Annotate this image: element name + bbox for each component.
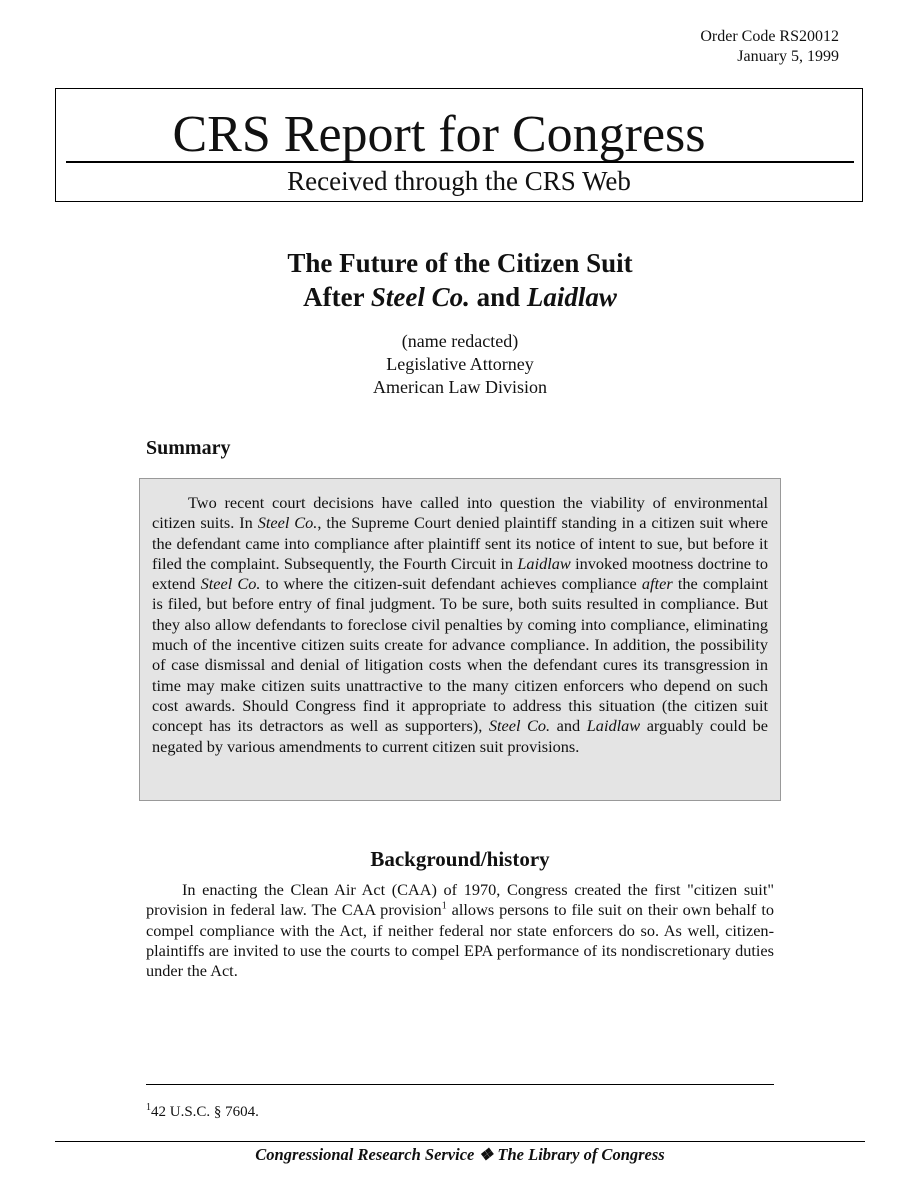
footer-divider — [55, 1141, 865, 1142]
footnote: $^1$42 U.S.C. § 7604. — [146, 1102, 259, 1120]
report-date: January 5, 1999 — [737, 48, 839, 65]
document-title — [0, 246, 920, 314]
footnote-ref[interactable]: 1 — [441, 900, 447, 912]
author-division: American Law Division — [373, 377, 547, 397]
title-line-2: After Steel Co. and Laidlaw — [303, 282, 617, 312]
report-banner-title: CRS Report for Congress — [172, 106, 706, 163]
background-paragraph: In enacting the Clean Air Act (CAA) of 1970, Congress created the first "citizen suit" provision in federal law. The CAA provision$^1$ allows persons to file suit on their own behalf to compel compliance with the Act, if neither federal nor state enforcers do so. As well, citizen-plaintiffs are invited to use the courts to compel EPA performance of its nondiscretionary duties under the Act. — [146, 880, 774, 981]
summary-box — [139, 478, 781, 801]
author-block — [0, 330, 920, 399]
page-footer: Congressional Research Service ❖ The Library of Congress — [255, 1145, 665, 1164]
report-banner-subtitle: Received through the CRS Web — [287, 166, 631, 196]
title-line-1: The Future of the Citizen Suit — [287, 248, 633, 278]
background-heading: Background/history — [370, 847, 550, 871]
banner-divider — [66, 161, 854, 163]
report-banner — [55, 88, 863, 202]
author-name: (name redacted) — [401, 331, 519, 351]
order-code-block — [700, 27, 839, 67]
footnote-divider — [146, 1084, 774, 1085]
summary-paragraph: Two recent court decisions have called into question the viability of environmental citizen suits. In Steel Co., the Supreme Court denied plaintiff standing in a citizen suit where the defendant came into compliance after plaintiff sent its notice of intent to sue, but before it filed the complaint. Subsequently, the Fourth Circuit in Laidlaw invoked mootness doctrine to extend Steel Co. to where the citizen-suit defendant achieves compliance after the complaint is filed, but before entry of final judgment. To be sure, both suits resulted in compliance. But they also allow defendants to foreclose civil penalties by coming into compliance, eliminating much of the incentive citizen suits create for advance compliance. In addition, the possibility of case dismissal and denial of litigation costs when the defendant cures its transgression in time may make citizen suits unattractive to the many citizen enforcers who depend on such cost awards. Should Congress find it appropriate to address this situation (the citizen suit concept has its detractors as well as supporters), Steel Co. and Laidlaw arguably could be negated by various amendments to current citizen suit provisions. — [152, 493, 769, 756]
author-title: Legislative Attorney — [386, 354, 534, 374]
summary-heading: Summary — [146, 437, 231, 459]
order-code: Order Code RS20012 — [700, 28, 839, 45]
